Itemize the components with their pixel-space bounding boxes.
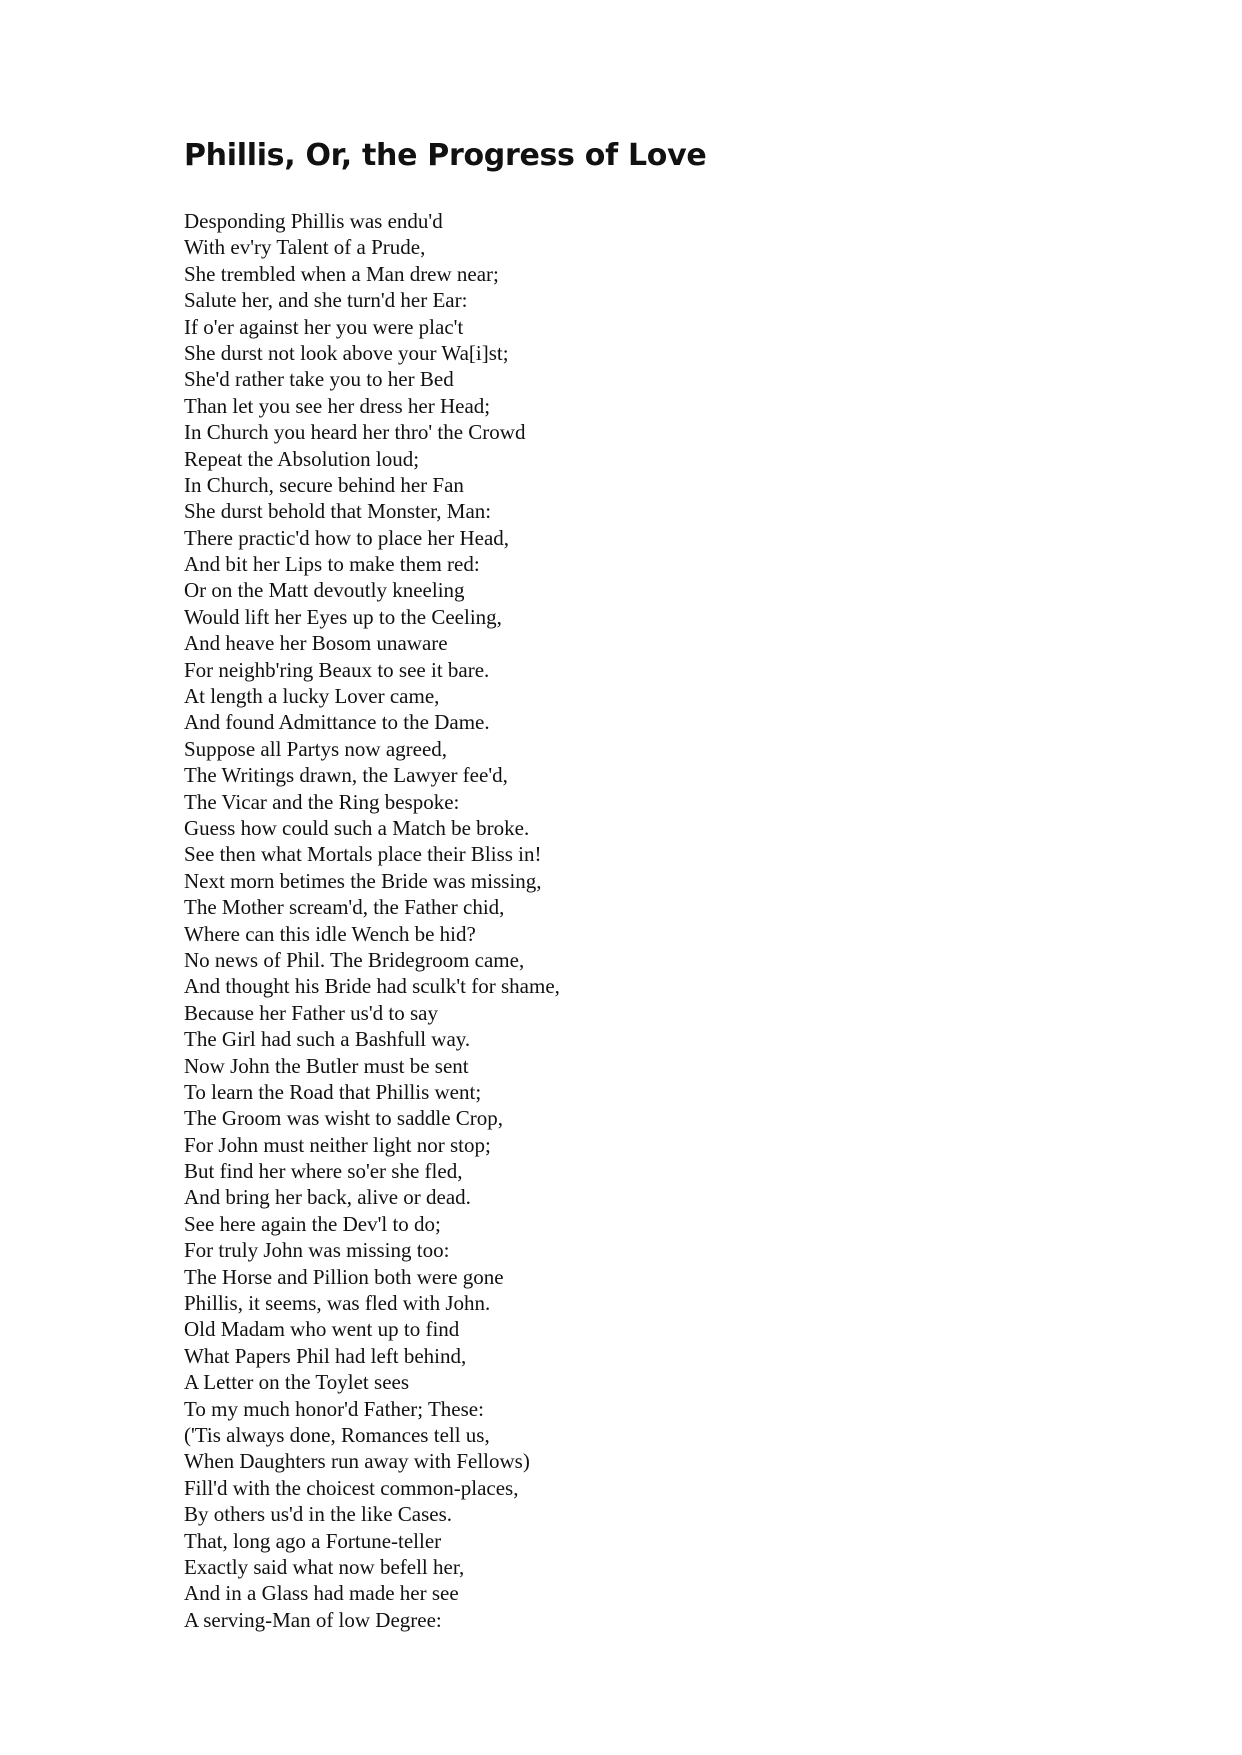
poem-line: And heave her Bosom unaware xyxy=(184,631,448,656)
poem-line: Guess how could such a Match be broke. xyxy=(184,815,530,840)
poem-line: And bit her Lips to make them red: xyxy=(184,552,480,577)
poem-line: She trembled when a Man drew near; xyxy=(184,261,499,286)
poem-line: What Papers Phil had left behind, xyxy=(184,1343,467,1368)
poem-line: Would lift her Eyes up to the Ceeling, xyxy=(184,604,502,629)
poem-body xyxy=(184,208,560,1633)
poem-line: No news of Phil. The Bridegroom came, xyxy=(184,947,525,972)
poem-line: The Horse and Pillion both were gone xyxy=(184,1264,504,1289)
poem-line: A serving-Man of low Degree: xyxy=(184,1607,442,1632)
poem-line: That, long ago a Fortune-teller xyxy=(184,1528,442,1553)
poem-line: When Daughters run away with Fellows) xyxy=(184,1449,530,1474)
poem-line: The Writings drawn, the Lawyer fee'd, xyxy=(184,763,508,788)
poem-line: Old Madam who went up to find xyxy=(184,1317,460,1342)
poem-line: A Letter on the Toylet sees xyxy=(184,1370,410,1395)
poem-line: To learn the Road that Phillis went; xyxy=(184,1079,482,1104)
poem-line: Where can this idle Wench be hid? xyxy=(184,921,476,946)
poem-line: For neighb'ring Beaux to see it bare. xyxy=(184,657,490,682)
poem-line: The Girl had such a Bashfull way. xyxy=(184,1027,471,1052)
poem-line: She durst not look above your Wa[i]st; xyxy=(184,340,509,365)
poem-line: To my much honor'd Father; These: xyxy=(184,1396,484,1421)
poem-line: Exactly said what now befell her, xyxy=(184,1554,465,1579)
poem-line: See here again the Dev'l to do; xyxy=(184,1211,441,1236)
poem-line: With ev'ry Talent of a Prude, xyxy=(184,235,426,260)
poem-title: Phillis, Or, the Progress of Love xyxy=(184,138,707,173)
poem-line: Now John the Butler must be sent xyxy=(184,1053,469,1078)
poem-line: The Groom was wisht to saddle Crop, xyxy=(184,1106,504,1131)
poem-line: Repeat the Absolution loud; xyxy=(184,446,420,471)
poem-line: And found Admittance to the Dame. xyxy=(184,710,490,735)
poem-line: She'd rather take you to her Bed xyxy=(184,367,454,392)
poem-line: In Church, secure behind her Fan xyxy=(184,472,464,497)
poem-line: But find her where so'er she fled, xyxy=(184,1159,463,1184)
poem-line: Than let you see her dress her Head; xyxy=(184,393,491,418)
poem-line: For truly John was missing too: xyxy=(184,1238,450,1263)
poem-line: For John must neither light nor stop; xyxy=(184,1132,491,1157)
poem-line: The Mother scream'd, the Father chid, xyxy=(184,895,505,920)
poem-line: And in a Glass had made her see xyxy=(184,1581,459,1606)
poem-line: She durst behold that Monster, Man: xyxy=(184,499,492,524)
poem-line: Or on the Matt devoutly kneeling xyxy=(184,578,465,603)
poem-line: Suppose all Partys now agreed, xyxy=(184,736,448,761)
poem-line: If o'er against her you were plac't xyxy=(184,314,464,339)
poem-line: See then what Mortals place their Bliss in! xyxy=(184,842,542,867)
poem-line: The Vicar and the Ring bespoke: xyxy=(184,789,460,814)
poem-line: Salute her, and she turn'd her Ear: xyxy=(184,288,468,313)
poem-line: Phillis, it seems, was fled with John. xyxy=(184,1291,491,1316)
poem-line: At length a lucky Lover came, xyxy=(184,684,440,709)
poem-line: And thought his Bride had sculk't for shame, xyxy=(184,974,560,999)
poem-line: Because her Father us'd to say xyxy=(184,1000,438,1025)
poem-line: Next morn betimes the Bride was missing, xyxy=(184,868,542,893)
poem-line: ('Tis always done, Romances tell us, xyxy=(184,1422,490,1447)
poem-line: Desponding Phillis was endu'd xyxy=(184,209,443,233)
poem-line: Fill'd with the choicest common-places, xyxy=(184,1475,519,1500)
poem-line: And bring her back, alive or dead. xyxy=(184,1185,471,1210)
poem-line: In Church you heard her thro' the Crowd xyxy=(184,420,526,445)
poem-line: By others us'd in the like Cases. xyxy=(184,1502,453,1527)
poem-line: There practic'd how to place her Head, xyxy=(184,525,510,550)
